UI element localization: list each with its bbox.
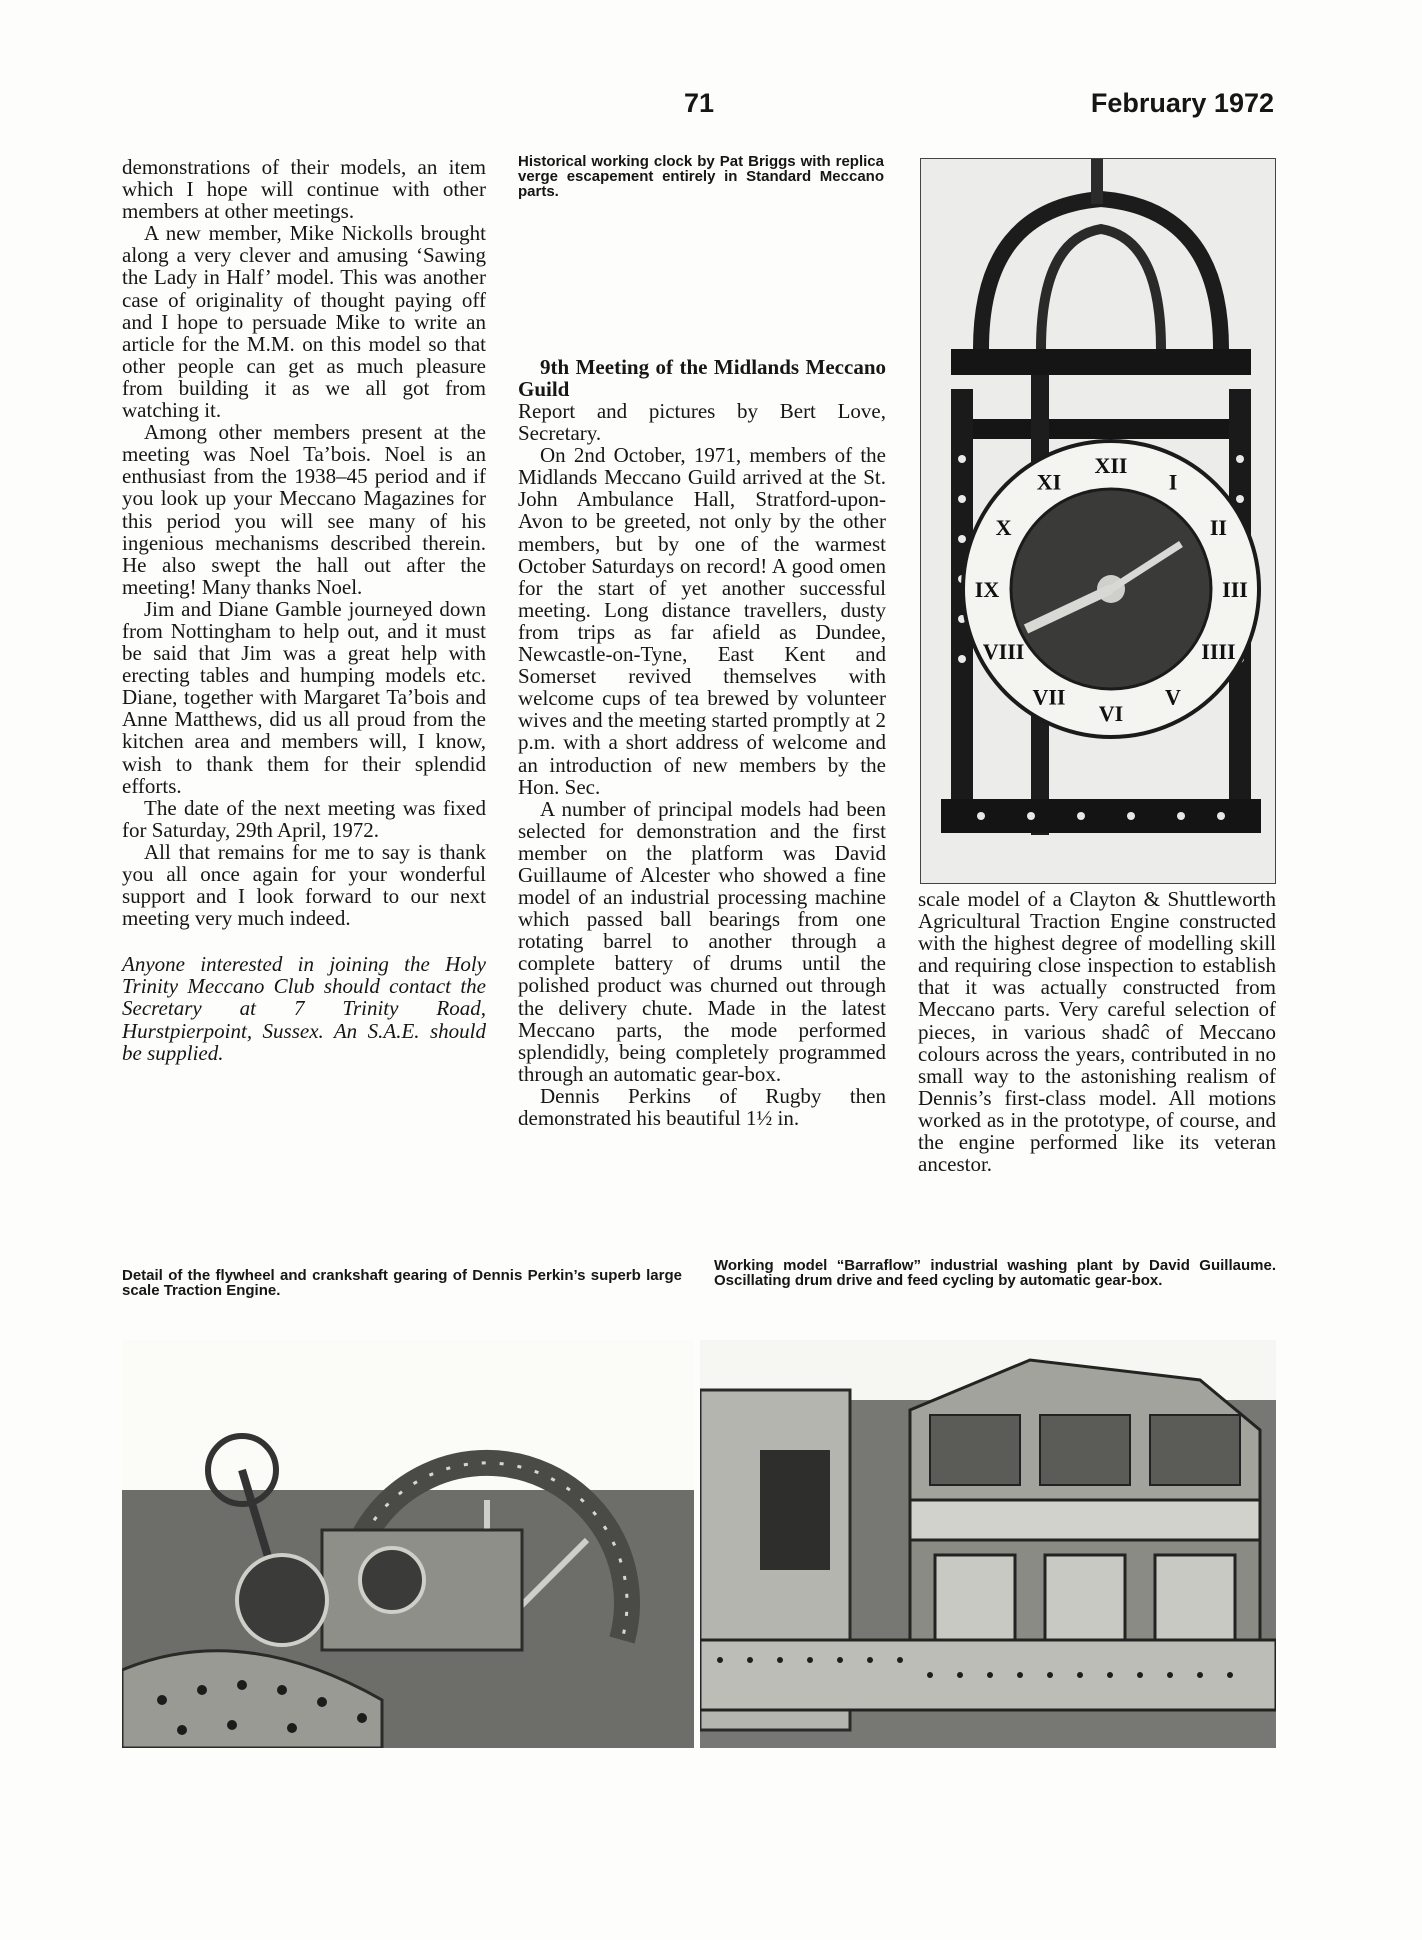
barraflow-photo xyxy=(700,1340,1276,1748)
clock-numeral: V xyxy=(1165,684,1181,710)
paragraph: On 2nd October, 1971, members of the Midlands Meccano Guild arrived at the St. John Ambulance Hall, Stratford-upon-Avon to be greeted, not only by the other members, but by one of the warmest October Saturdays on record! A good omen for the start of yet another successful meeting. Long distance travellers, dusty from trips as far afield as Dundee, Newcastle-on-Tyne, East Kent and Somerset revived themselves with welcome cups of tea brewed by volunteer wives and the meeting started promptly at 2 p.m. with a short address of welcome and an introduction of new members by the Hon. Sec. xyxy=(518,443,886,799)
page-number: 71 xyxy=(684,88,715,118)
paragraph: scale model of a Clayton & Shuttleworth Agricultural Traction Engine constructed with the highest degree of modelling skill and requiring close inspection to establish that it was actually constructed from Meccano parts. Very careful selection of pieces, in various shadĉ of Meccano colours across the years, contributed in no small way to the astonishing realism of Dennis’s first-class model. All motions worked as in the prototype, of course, and the engine performed like its veteran ancestor. xyxy=(918,887,1276,1177)
clock-numeral: IX xyxy=(974,577,1000,602)
column-3 xyxy=(918,888,1276,1175)
paragraph: The date of the next meeting was fixed for Saturday, 29th April, 1972. xyxy=(122,795,486,842)
flywheel-illustration xyxy=(122,1340,694,1748)
paragraph: demonstrations of their models, an item which I hope will continue with other members at other meetings. xyxy=(122,155,486,224)
column-2 xyxy=(518,356,886,1129)
clock-caption: Historical working clock by Pat Briggs with replica verge escapement entirely in Standard Meccano parts. xyxy=(518,153,884,200)
article-heading: 9th Meeting of the Midlands Meccano Guild xyxy=(518,355,886,401)
club-notice: Anyone interested in joining the Holy Trinity Meccano Club should contact the Secretary at 7 Trinity Road, Hurstpierpoint, Sussex. An S.A.E. should be supplied. xyxy=(122,952,486,1065)
barraflow-illustration xyxy=(700,1340,1276,1748)
paragraph: A new member, Mike Nickolls brought along a very clever and amusing ‘Sawing the Lady in Half’ model. This was another case of originality of thought paying off and I hope to persuade Mike to write an article for the M.M. on this model so that other people can get as much pleasure from building it as we all got from watching it. xyxy=(122,221,486,423)
clock-numeral: II xyxy=(1209,515,1227,540)
paragraph: Jim and Diane Gamble journeyed down from Nottingham to help out, and it must be said that Jim was a great help with erecting tables and humping models etc. Diane, together with Margaret Ta’bois and Anne Matthews, did us all proud from the kitchen area and members will, I know, wish to thank them for their splendid efforts. xyxy=(122,596,486,798)
paragraph: All that remains for me to say is thank you all once again for your wonderful support and I look forward to our next meeting very much indeed. xyxy=(122,839,486,931)
clock-photo xyxy=(920,158,1276,884)
clock-numeral: VII xyxy=(1032,684,1066,710)
clock-numeral: VI xyxy=(1098,701,1124,726)
clock-numeral: X xyxy=(995,515,1012,540)
clock-numeral: XII xyxy=(1094,453,1128,478)
clock-numeral: XI xyxy=(1036,469,1062,495)
flywheel-photo xyxy=(122,1340,694,1748)
barraflow-caption: Working model “Barraflow” industrial washing plant by David Guillaume. Oscillating drum drive and feed cycling by automatic gear-box. xyxy=(714,1257,1276,1289)
clock-numeral: IIII xyxy=(1201,639,1236,664)
paragraph: Among other members present at the meeting was Noel Ta’bois. Noel is an enthusiast from the 1938–45 period and if you look up your Meccano Magazines for this period you will see many of his ingenious mechanisms described therein. He also swept the hall out after the meeting! Many thanks Noel. xyxy=(122,420,486,599)
paragraph: A number of principal models had been selected for demonstration and the first member on the platform was David Guillaume of Alcester who showed a fine model of an industrial processing machine which passed ball bearings from one rotating barrel to another through a complete battery of drums until the polished product was churned out through the delivery chute. Made in the latest Meccano parts, the mode performed splendidly, being completely programmed through an automatic gear-box. xyxy=(518,796,886,1086)
clock-numeral: VIII xyxy=(982,639,1025,664)
clock-numeral: III xyxy=(1222,577,1248,602)
byline: Report and pictures by Bert Love, Secretary. xyxy=(518,399,886,446)
column-1 xyxy=(122,156,486,1064)
clock-numeral: I xyxy=(1168,469,1178,495)
clock-illustration xyxy=(921,159,1275,883)
flywheel-caption: Detail of the flywheel and crankshaft gearing of Dennis Perkin’s superb large scale Traction Engine. xyxy=(122,1267,682,1299)
issue-date: February 1972 xyxy=(1090,88,1274,118)
paragraph: Dennis Perkins of Rugby then demonstrated his beautiful 1½ in. xyxy=(518,1083,886,1130)
